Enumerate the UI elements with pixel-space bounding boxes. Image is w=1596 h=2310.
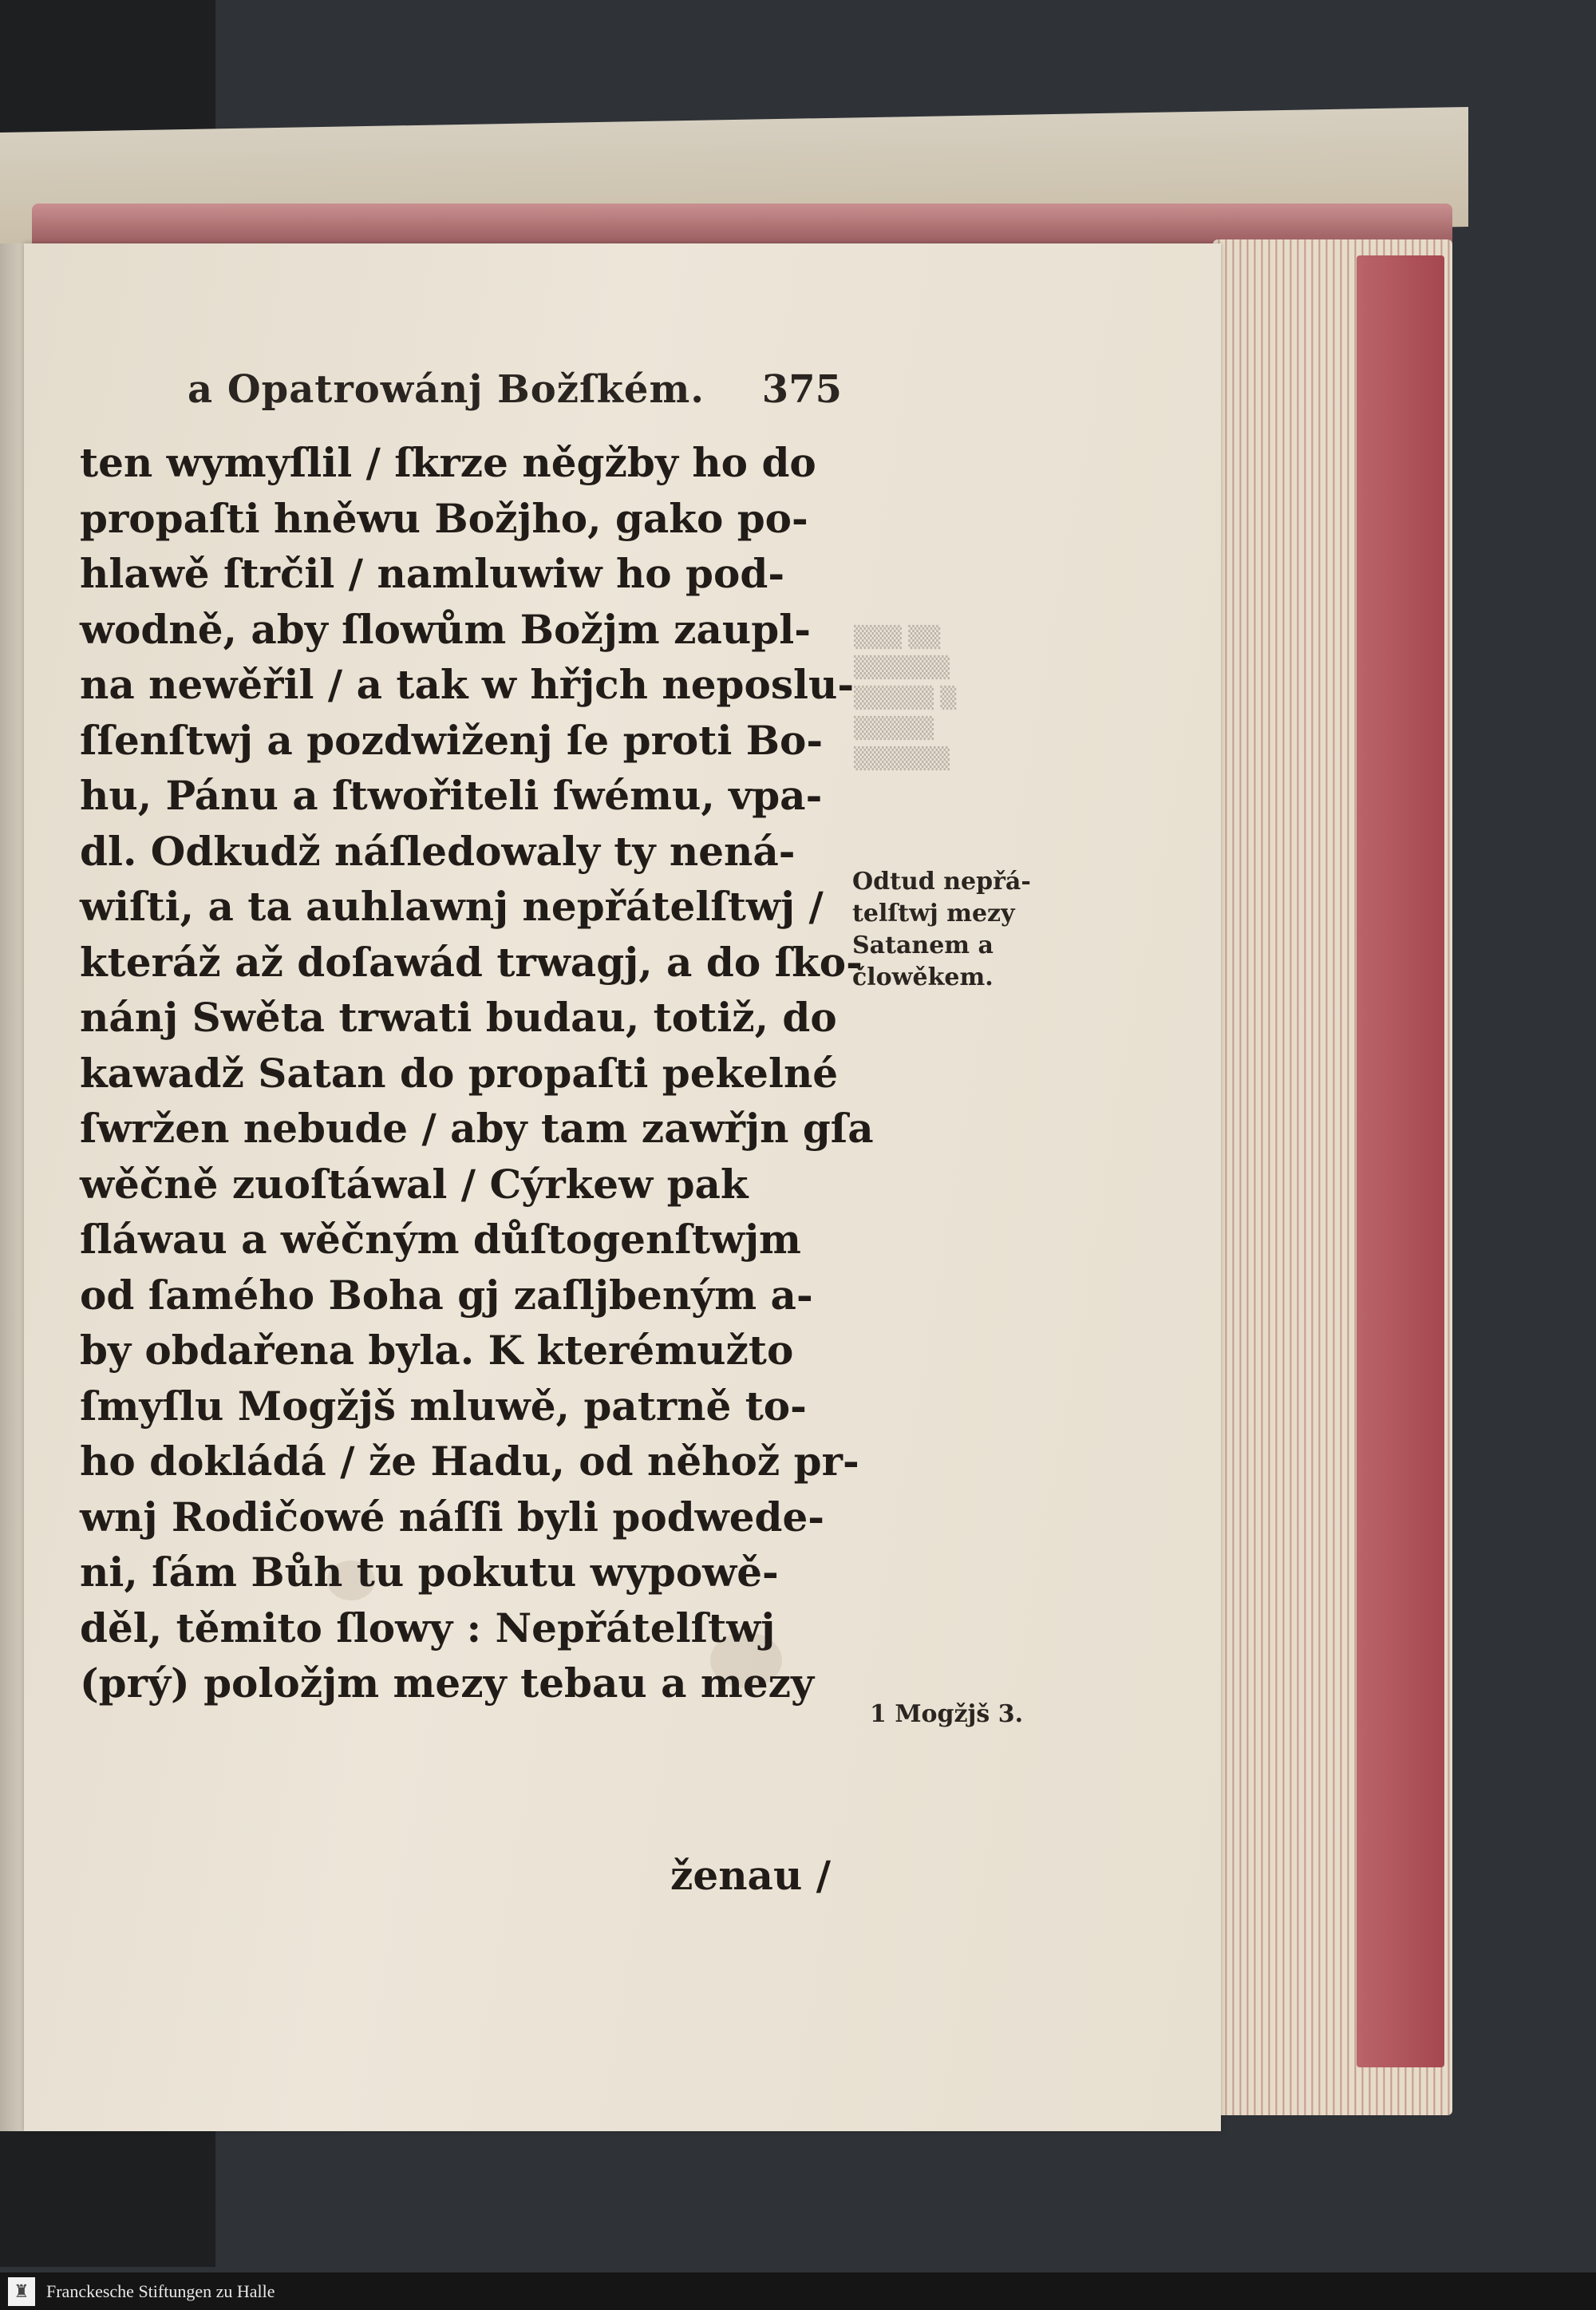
text-line: wiſti, a ta auhlawnj nepřátelſtwj / (80, 883, 824, 930)
running-head: a Opatrowánj Božſkém. (188, 367, 705, 412)
text-line: kteráž až doſawád trwagj, a do ſko- (80, 938, 863, 986)
text-line: kawadž Satan do propaſti pekelné (80, 1049, 839, 1097)
text-line: wodně, aby ſlowům Božjm zaupl- (80, 605, 811, 653)
text-line: propaſti hněwu Božjho, gako po- (80, 494, 808, 542)
institution-logo-icon: ♜ (8, 2277, 35, 2306)
marginal-note-line: člowěkem. (852, 963, 994, 991)
text-line: od ſamého Boha gj zaſljbeným a- (80, 1271, 813, 1319)
text-line: ſwržen nebude / aby tam zawřjn gſa (80, 1105, 874, 1152)
text-line: na newěřil / a tak w hřjch neposlu- (80, 661, 855, 708)
bleed-through-text: ▒▒▒ ▒▒ ▒▒▒▒▒▒ ▒▒▒▒▒ ▒ ▒▒▒▒▒ ▒▒▒▒▒▒ (854, 626, 957, 771)
text-line: ſmyſlu Mogžjš mluwě, patrně to- (80, 1382, 807, 1430)
page-header (188, 367, 842, 423)
book-fore-edge-red (1357, 255, 1444, 2067)
text-line: wnj Rodičowé náſſi byli podwede- (80, 1493, 825, 1541)
body-text (80, 435, 874, 1711)
marginal-note-line: Odtud nepřá- (852, 868, 1031, 896)
page-number: 375 (761, 367, 842, 412)
text-line: ſláwau a wěčným důſtogenſtwjm (80, 1216, 801, 1263)
text-line: by obdařena byla. K kterémužto (80, 1327, 794, 1374)
marginal-note-line: telſtwj mezy (852, 900, 1015, 928)
text-line: děl, těmito ſlowy : Nepřátelſtwj (80, 1604, 776, 1651)
text-line: (prý) položjm mezy tebau a mezy (80, 1659, 815, 1707)
text-line: hu, Pánu a ſtwořiteli ſwému, vpa- (80, 772, 823, 819)
marginal-note (852, 866, 1060, 994)
text-line: dl. Odkudž náſledowaly ty nená- (80, 827, 796, 875)
text-line: ten wymyſlil / ſkrze něgžby ho do (80, 439, 816, 486)
text-line: nánj Swěta trwati budau, totiž, do (80, 994, 837, 1041)
catchword: ženau / (670, 1852, 831, 1899)
marginal-reference: 1 Mogžjš 3. (870, 1700, 1024, 1728)
text-line: ho dokládá / že Hadu, od něhož pr- (80, 1438, 859, 1485)
text-line: wěčně zuoſtáwal / Cýrkew pak (80, 1160, 749, 1208)
marginal-note-line: Satanem a (852, 932, 994, 959)
text-line: ni, ſám Bůh tu pokutu wypowě- (80, 1549, 779, 1596)
text-line: ſſenſtwj a pozdwiženj ſe proti Bo- (80, 716, 824, 764)
text-line: hlawě ſtrčil / namluwiw ho pod- (80, 550, 785, 597)
footer-institution: Franckesche Stiftungen zu Halle (46, 2281, 275, 2301)
